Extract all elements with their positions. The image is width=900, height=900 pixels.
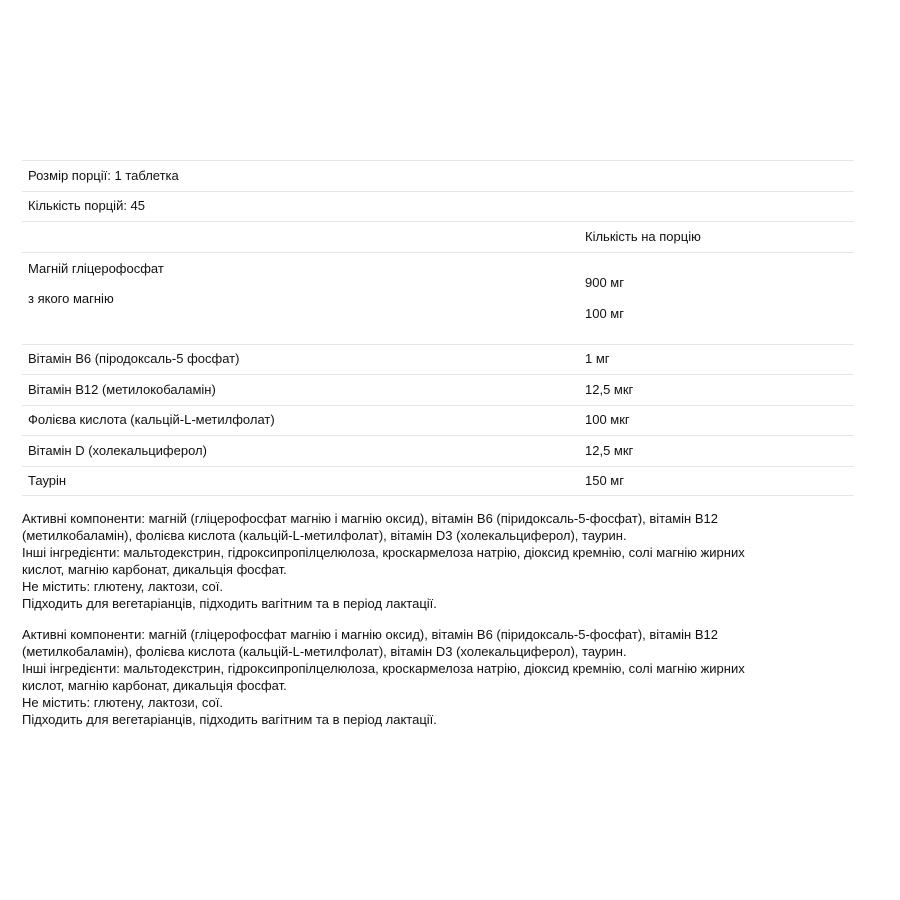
active-components-text-cont: (метилкобаламін), фолієва кислота (кальцій-L-метилфолат), вітамін D3 (холекальциферол), таурин. <box>22 644 627 659</box>
other-ingredients-text-cont: кислот, магнію карбонат, дикальція фосфат. <box>22 562 287 577</box>
ingredient-row <box>22 344 854 375</box>
composition-description <box>22 510 872 612</box>
active-components-text: Активні компоненти: магній (гліцерофосфат магнію і магнію оксид), вітамін В6 (піридоксаль-5-фосфат), вітамін В12 <box>22 511 718 526</box>
ingredient-amount: 12,5 мкг <box>585 442 634 458</box>
magnesium-amount-cell <box>585 253 854 321</box>
ingredient-name: Таурін <box>28 472 67 488</box>
magnesium-name: Магній гліцерофосфат <box>28 260 164 276</box>
other-ingredients-text-cont: кислот, магнію карбонат, дикальція фосфат. <box>22 678 287 693</box>
ingredient-amount: 150 мг <box>585 472 624 488</box>
ingredient-amount: 100 мкг <box>585 412 630 428</box>
magnesium-name-cell <box>22 253 585 306</box>
magnesium-sub-amount: 100 мг <box>585 305 624 321</box>
ingredient-row <box>22 466 854 497</box>
suitability-text: Підходить для вегетаріанців, підходить вагітним та в період лактації. <box>22 596 437 611</box>
servings-count-row <box>22 191 854 222</box>
ingredient-row <box>22 405 854 436</box>
ingredient-name: Вітамін В6 (піродоксаль-5 фосфат) <box>28 351 240 367</box>
suitability-text: Підходить для вегетаріанців, підходить вагітним та в період лактації. <box>22 712 437 727</box>
active-components-text: Активні компоненти: магній (гліцерофосфат магнію і магнію оксид), вітамін В6 (піридоксаль-5-фосфат), вітамін В12 <box>22 627 718 642</box>
ingredient-name: Вітамін В12 (метилокобаламін) <box>28 381 216 397</box>
other-ingredients-text: Інші інгредієнти: мальтодекстрин, гідроксипропілцелюлоза, кроскармелоза натрію, діоксид кремнію, солі магнію жирних <box>22 661 745 676</box>
ingredient-name: Вітамін D (холекальциферол) <box>28 442 207 458</box>
servings-count-label: Кількість порцій: 45 <box>28 198 146 214</box>
other-ingredients-text: Інші інгредієнти: мальтодекстрин, гідроксипропілцелюлоза, кроскармелоза натрію, діоксид кремнію, солі магнію жирних <box>22 545 745 560</box>
free-from-text: Не містить: глютену, лактози, сої. <box>22 695 223 710</box>
supplement-facts-table <box>22 160 854 496</box>
ingredient-amount: 1 мг <box>585 351 610 367</box>
ingredient-name: Фолієва кислота (кальцій-L-метилфолат) <box>28 412 275 428</box>
magnesium-row <box>22 252 854 344</box>
serving-size-row <box>22 160 854 191</box>
free-from-text: Не містить: глютену, лактози, сої. <box>22 579 223 594</box>
ingredient-amount: 12,5 мкг <box>585 381 634 397</box>
magnesium-amount: 900 мг <box>585 274 624 290</box>
amount-per-serving-header: Кількість на порцію <box>585 228 701 244</box>
magnesium-sub-name: з якого магнію <box>28 290 114 306</box>
serving-size-label: Розмір порції: 1 таблетка <box>28 167 179 183</box>
composition-description <box>22 626 872 728</box>
active-components-text-cont: (метилкобаламін), фолієва кислота (кальцій-L-метилфолат), вітамін D3 (холекальциферол), таурин. <box>22 528 627 543</box>
amount-header-row <box>22 221 854 252</box>
ingredient-row <box>22 374 854 405</box>
ingredient-row <box>22 435 854 466</box>
